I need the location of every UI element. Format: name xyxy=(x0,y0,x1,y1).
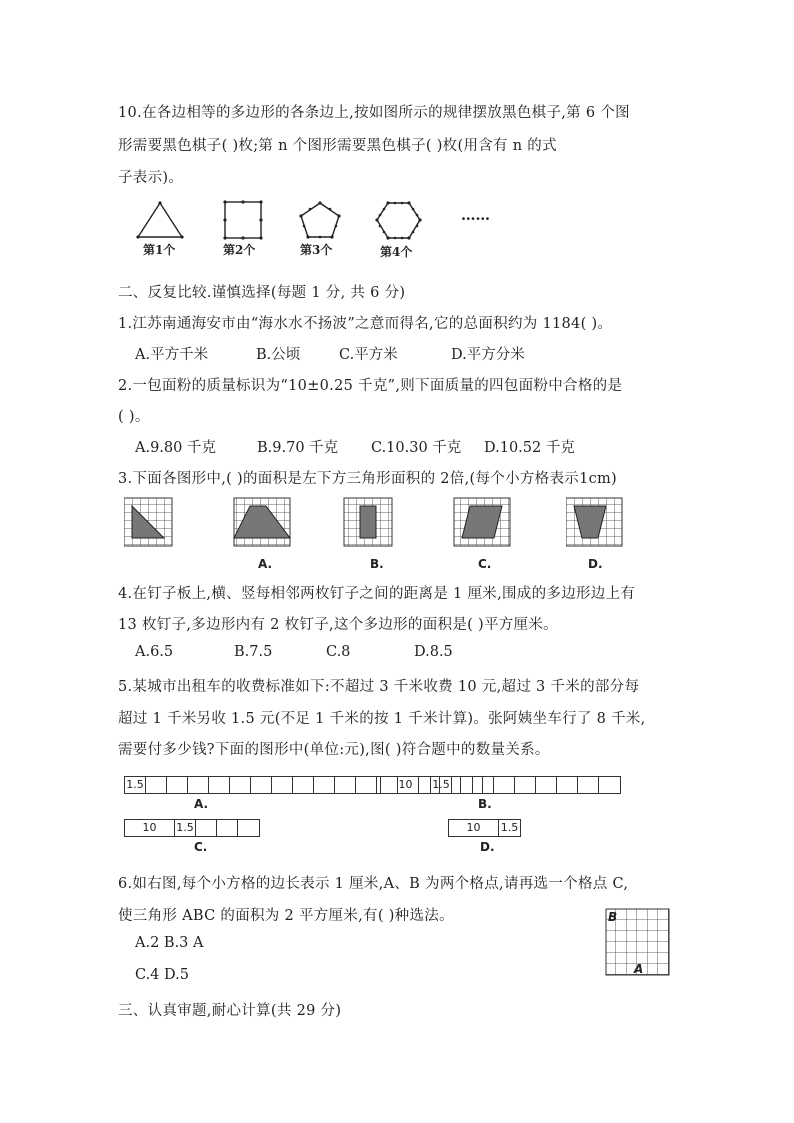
bar-d-cell-10: 10 xyxy=(449,820,499,836)
q5-label-d: D. xyxy=(480,840,495,854)
figure-1-caption: 第1个 xyxy=(143,243,176,257)
section-3-title: 三、认真审题,耐心计算(共 29 分) xyxy=(118,1003,342,1019)
q5-bar-c xyxy=(124,819,260,837)
q2-line-2: ( )。 xyxy=(118,409,150,425)
bar-c-cell-10: 10 xyxy=(125,820,175,836)
q5-line-2: 超过 1 千米另收 1.5 元(不足 1 千米的按 1 千米计算)。张阿姨坐车行了 8 千米, xyxy=(118,711,646,727)
q6-line-1: 6.如右图,每个小方格的边长表示 1 厘米,A、B 为两个格点,请再选一个格点 C, xyxy=(118,876,629,892)
q10-line-3: 子表示)。 xyxy=(118,170,184,186)
bar-b-cell-label: 1.5 xyxy=(431,777,452,793)
q1-option-d: D.平方分米 xyxy=(451,347,525,363)
figures-ellipsis: …… xyxy=(461,207,490,224)
q5-line-3: 需要付多少钱?下面的图形中(单位:元),图( )符合题中的数量关系。 xyxy=(118,742,550,758)
q10-line-1: 10.在各边相等的多边形的各条边上,按如图所示的规律摆放黑色棋子,第 6 个图 xyxy=(118,105,630,121)
q2-option-a: A.9.80 千克 xyxy=(135,440,216,456)
figure-3-caption: 第3个 xyxy=(300,243,333,257)
bar-a-cell-label: 1.5 xyxy=(125,777,146,793)
q5-label-a: A. xyxy=(194,797,209,811)
pentagon-figure xyxy=(301,203,339,237)
q4-option-a: A.6.5 xyxy=(135,644,174,660)
q3-label-c: C. xyxy=(478,557,492,571)
q3-text: 3.下面各图形中,( )的面积是左下方三角形面积的 2倍,(每个小方格表示1cm) xyxy=(118,471,618,487)
q5-line-1: 5.某城市出租车的收费标准如下:不超过 3 千米收费 10 元,超过 3 千米的部分每 xyxy=(118,679,640,695)
square-figure xyxy=(225,202,261,238)
q1-option-a: A.平方千米 xyxy=(135,347,209,363)
reference-triangle-grid xyxy=(124,498,172,546)
figure-4-caption: 第4个 xyxy=(380,245,413,259)
option-b-grid xyxy=(344,498,392,546)
figure-2-caption: 第2个 xyxy=(223,243,256,257)
point-b-label: B xyxy=(608,910,618,924)
q4-line-1: 4.在钉子板上,横、竖每相邻两枚钉子之间的距离是 1 厘米,围成的多边形边上有 xyxy=(118,586,636,602)
bar-b-cell-10: 10 xyxy=(381,777,431,793)
q5-label-b: B. xyxy=(478,797,492,811)
q5-label-c: C. xyxy=(194,840,208,854)
q3-label-a: A. xyxy=(258,557,273,571)
triangle-figure xyxy=(138,203,182,237)
q2-line-1: 2.一包面粉的质量标识为“10±0.25 千克”,则下面质量的四包面粉中合格的是 xyxy=(118,378,623,394)
point-a-label: A xyxy=(634,962,644,976)
q3-label-d: D. xyxy=(588,557,603,571)
q2-option-b: B.9.70 千克 xyxy=(257,440,339,456)
section-2-title: 二、反复比较.谨慎选择(每题 1 分, 共 6 分) xyxy=(118,285,406,301)
q6-options-row-2: C.4 D.5 xyxy=(135,967,189,983)
q4-line-2: 13 枚钉子,多边形内有 2 枚钉子,这个多边形的面积是( )平方厘米。 xyxy=(118,617,558,633)
bar-c-cell-label: 1.5 xyxy=(175,820,196,836)
q3-grid-figures xyxy=(124,496,584,558)
q10-line-2: 形需要黑色棋子( )枚;第 n 个图形需要黑色棋子( )枚(用含有 n 的式 xyxy=(118,138,557,154)
option-c-grid xyxy=(454,498,510,546)
bar-d-cell-label: 1.5 xyxy=(500,821,519,834)
option-d-grid-svg xyxy=(566,496,626,558)
q4-option-c: C.8 xyxy=(326,644,351,660)
option-a-grid xyxy=(234,498,290,546)
q4-option-b: B.7.5 xyxy=(234,644,273,660)
q2-option-d: D.10.52 千克 xyxy=(484,440,575,456)
q5-bar-b xyxy=(380,776,621,794)
q2-option-c: C.10.30 千克 xyxy=(371,440,462,456)
q1-option-c: C.平方米 xyxy=(339,347,398,363)
q6-line-2: 使三角形 ABC 的面积为 2 平方厘米,有( )种选法。 xyxy=(118,908,454,924)
q4-option-d: D.8.5 xyxy=(414,644,453,660)
q3-label-b: B. xyxy=(370,557,384,571)
q5-bar-d xyxy=(448,819,521,837)
q1-option-b: B.公顷 xyxy=(256,347,301,363)
q6-options-row-1: A.2 B.3 A xyxy=(135,935,204,951)
q1-text: 1.江苏南通海安市由“海水水不扬波”之意而得名,它的总面积约为 1184( )。 xyxy=(118,316,613,332)
